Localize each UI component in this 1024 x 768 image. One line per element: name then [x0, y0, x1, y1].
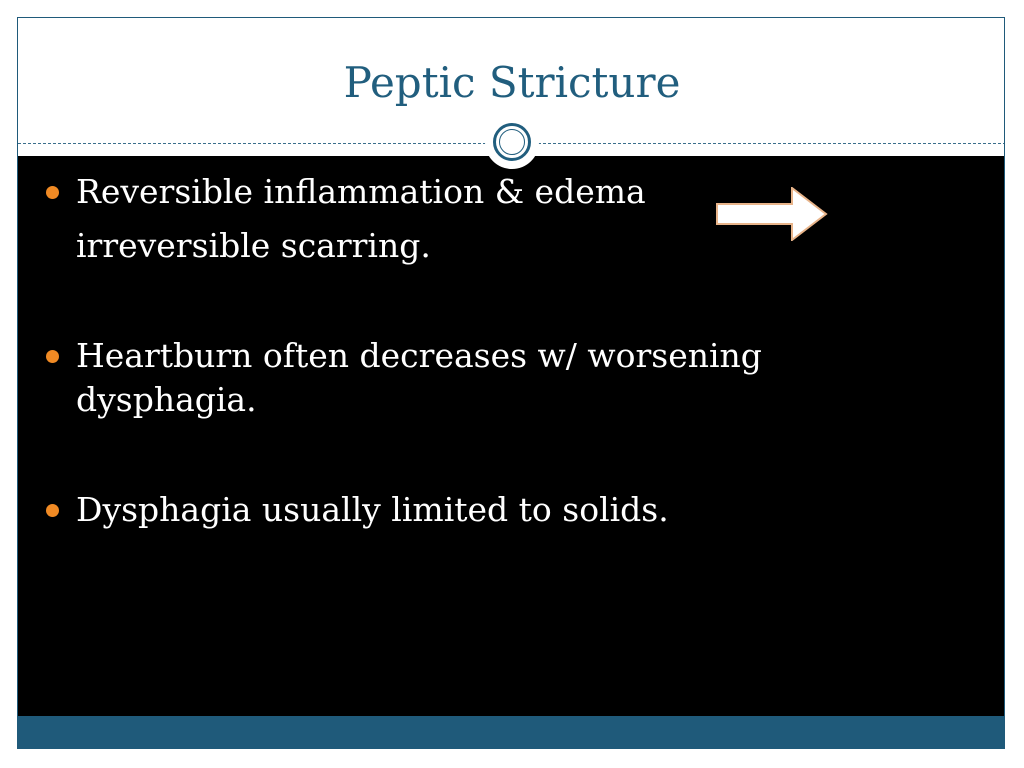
slide-title: Peptic Stricture [343, 58, 681, 107]
bullet-text: Dysphagia usually limited to solids. [76, 490, 669, 529]
footer-bar [18, 716, 1005, 749]
bullet-continuation: irreversible scarring. [76, 226, 431, 265]
bullet-item [44, 334, 944, 422]
bullet-text: Reversible inflammation & edema [76, 172, 646, 211]
bullet-dot-icon [46, 350, 59, 363]
bullet-item [44, 488, 944, 532]
bullet-dot-icon [46, 504, 59, 517]
circle-ornament-icon [485, 115, 539, 169]
right-arrow-icon [716, 187, 828, 241]
bullet-dot-icon [46, 186, 59, 199]
bullet-text: Heartburn often decreases w/ worsening dysphagia. [76, 336, 762, 419]
